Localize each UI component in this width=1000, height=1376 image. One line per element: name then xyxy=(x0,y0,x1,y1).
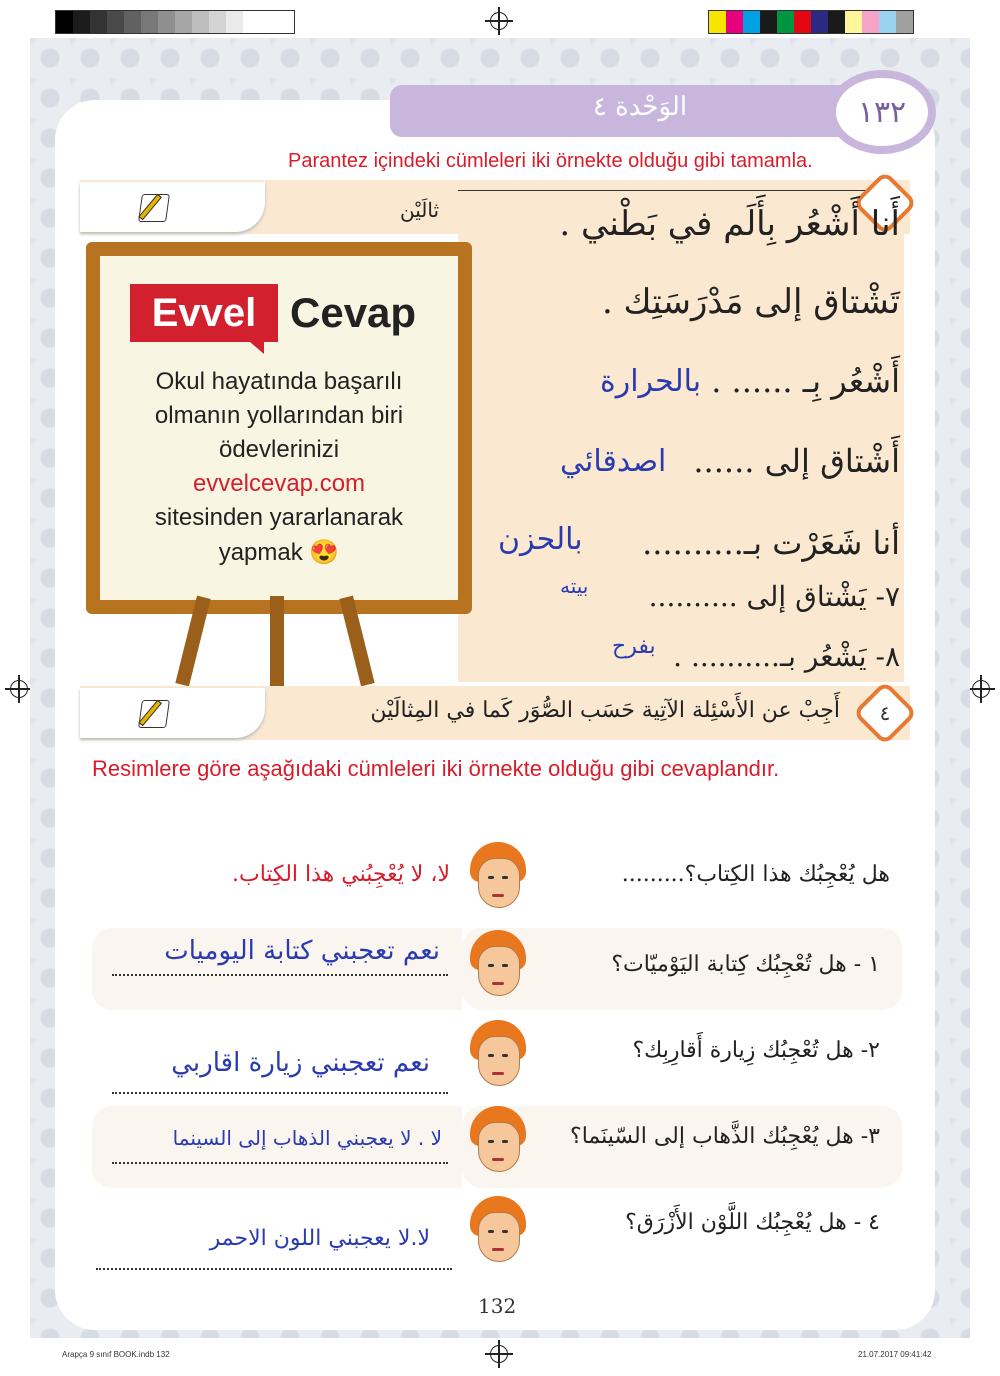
item1-answer: بالحرارة xyxy=(600,364,702,399)
exercise3-instruction: Parantez içindeki cümleleri iki örnekte olduğu gibi tamamla. xyxy=(288,150,813,172)
item5-prompt: ٨- يَشْعُر بـ.......... . xyxy=(673,640,900,673)
pencil-icon xyxy=(138,194,170,222)
question-3: ٣- هل يُعْجِبُك الذَّهاب إلى السّينَما؟ xyxy=(570,1124,880,1149)
registration-mark-top xyxy=(490,12,508,30)
answer-line-3 xyxy=(112,1162,448,1164)
boy-face-icon xyxy=(470,1106,526,1172)
page-number: 132 xyxy=(478,1294,517,1318)
ad-line-3: ödevlerinizi xyxy=(218,436,340,463)
exercise4-tab xyxy=(80,688,265,738)
registration-mark-right xyxy=(972,680,990,698)
item3-answer: بالحزن xyxy=(498,522,583,557)
answer-line-2 xyxy=(112,1092,448,1094)
item4-prompt: ٧- يَشْتاق إلى .......... xyxy=(648,580,900,613)
page-number-badge: ١٣٢ xyxy=(828,70,936,154)
registration-mark-left xyxy=(10,680,28,698)
answer-2: نعم تعجبني زيارة اقاربي xyxy=(171,1048,430,1078)
example-underline xyxy=(458,190,898,191)
boy-face-icon xyxy=(470,1196,526,1262)
example-sentence-1: أَنا أَشْعُر بِأَلَم في بَطْني . xyxy=(559,204,900,244)
answer-4: لا.لا يعجبني اللون الاحمر xyxy=(209,1226,430,1251)
unit-title: الوَحْدة ٤ xyxy=(592,92,688,122)
ad-website-link[interactable]: evvelcevap.com xyxy=(192,470,366,497)
easel-leg-middle xyxy=(270,596,284,686)
example-answer: لا، لا يُعْجِبُني هذا الكِتاب. xyxy=(232,862,450,887)
item4-answer: بيته xyxy=(560,574,589,598)
file-label: Arapça 9 sınıf BOOK.indb 132 xyxy=(62,1350,170,1359)
example-sentence-2: تَشْتاق إلى مَدْرَسَتِك . xyxy=(601,282,900,322)
exercise4-instruction-tr: Resimlere göre aşağıdaki cümleleri iki örnekte olduğu gibi cevaplandır. xyxy=(92,756,780,781)
item1-prompt: أَشْعُر بِـ ...... . xyxy=(711,362,900,400)
question-1: ١ - هل تُعْجِبُك كِتابة اليَوْميّات؟ xyxy=(611,952,880,977)
ad-line-2: olmanın yollarından biri xyxy=(154,402,404,429)
registration-mark-bottom xyxy=(490,1345,508,1363)
answer-line-1 xyxy=(112,974,448,976)
item5-answer: بفرح xyxy=(612,634,656,659)
ad-line-6: yapmak 😍 xyxy=(218,539,340,566)
pencil-icon xyxy=(138,700,170,728)
item2-answer: اصدقائي xyxy=(560,444,667,479)
answer-1: نعم تعجبني كتابة اليوميات xyxy=(164,936,440,966)
question-4: ٤ - هل يُعْجِبُك اللَّوْن الأَزْرَق؟ xyxy=(625,1210,880,1235)
answer-3: لا . لا يعجبني الذهاب إلى السينما xyxy=(172,1126,442,1150)
item3-prompt: أنا شَعَرْت بـ.......... xyxy=(642,524,900,562)
boy-face-icon xyxy=(470,1020,526,1086)
item2-prompt: أَشْتاق إلى ...... xyxy=(693,442,900,480)
ad-line-5: sitesinden yararlanarak xyxy=(154,504,404,531)
evvel-logo-red: Evvel xyxy=(130,284,278,342)
evvel-logo-black: Cevap xyxy=(290,289,417,336)
color-calibration-bar xyxy=(708,10,914,34)
ad-line-1: Okul hayatında başarılı xyxy=(155,368,403,395)
print-timestamp: 21.07.2017 09:41:42 xyxy=(858,1350,932,1359)
answer-line-4 xyxy=(96,1268,452,1270)
exercise4-number-badge: ٤ xyxy=(852,680,917,745)
exercise4-instruction-ar: أَجِبْ عن الأَسْئِلة الآتِية حَسَب الصُّوَر كَما في المِثالَيْن xyxy=(370,698,840,723)
exercise3-tab xyxy=(80,182,265,232)
question-2: ٢- هل تُعْجِبُك زِيارة أَقارِبِك؟ xyxy=(632,1038,880,1063)
example-word-fragment: ثالَيْن xyxy=(400,198,440,222)
boy-face-icon xyxy=(470,842,526,908)
grayscale-calibration-bar xyxy=(55,10,295,34)
boy-face-icon xyxy=(470,930,526,996)
example-question: هل يُعْجِبُك هذا الكِتاب؟......... xyxy=(621,862,890,887)
